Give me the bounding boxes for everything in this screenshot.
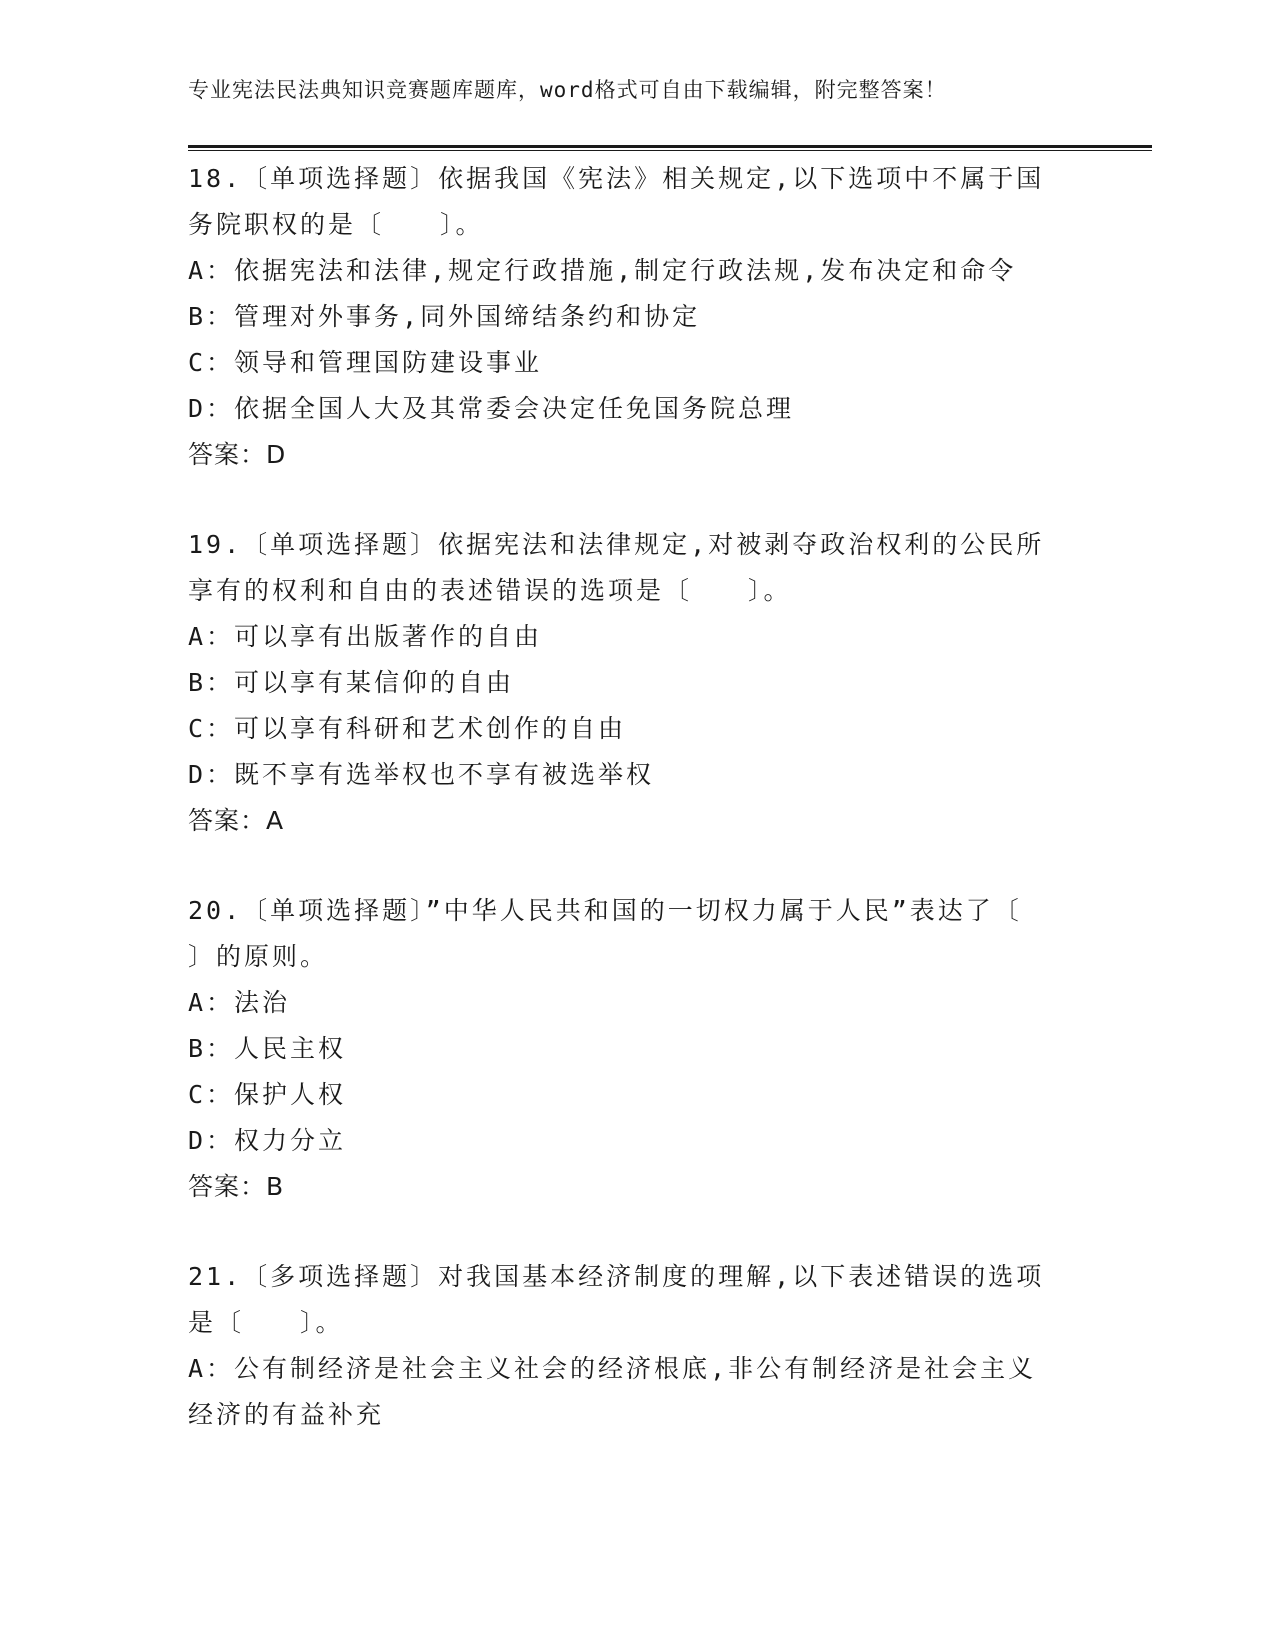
question-stem-continued: 享有的权利和自由的表述错误的选项是〔 〕。 [188,576,792,605]
question-19 [188,522,1088,844]
question-list [188,156,1088,1438]
option-d: D：依据全国人大及其常委会决定任免国务院总理 [188,394,795,423]
option-a: A：法治 [188,988,291,1017]
answer-line: 答案：A [188,806,285,835]
option-a: A：依据宪法和法律,规定行政措施,制定行政法规,发布决定和命令 [188,256,1017,285]
header-rule-thick [188,145,1152,148]
option-c: C：可以享有科研和艺术创作的自由 [188,714,627,743]
question-20 [188,888,1088,1210]
question-spacer [188,1210,1088,1254]
header-rule-thin [188,150,1152,151]
page-header: 专业宪法民法典知识竞赛题库题库，word格式可自由下载编辑，附完整答案！ [188,78,947,102]
option-b: B：管理对外事务,同外国缔结条约和协定 [188,302,701,331]
option-b: B：人民主权 [188,1034,347,1063]
option-c: C：保护人权 [188,1080,347,1109]
option-a: A：公有制经济是社会主义社会的经济根底,非公有制经济是社会主义 [188,1354,1037,1383]
question-stem-continued: 〕的原则。 [188,942,329,971]
question-stem: 21.〔多项选择题〕对我国基本经济制度的理解,以下表述错误的选项 [188,1262,1045,1291]
question-21 [188,1254,1088,1438]
option-a: A：可以享有出版著作的自由 [188,622,543,651]
answer-line: 答案：D [188,440,287,469]
question-18 [188,156,1088,478]
question-stem: 19.〔单项选择题〕依据宪法和法律规定,对被剥夺政治权利的公民所 [188,530,1045,559]
option-d: D：既不享有选举权也不享有被选举权 [188,760,655,789]
option-a-continued: 经济的有益补充 [188,1400,385,1429]
question-stem: 20.〔单项选择题〕”中华人民共和国的一切权力属于人民”表达了〔 [188,896,1022,925]
option-d: D：权力分立 [188,1126,347,1155]
question-spacer [188,478,1088,522]
header-rule [188,145,1152,152]
answer-line: 答案：B [188,1172,285,1201]
option-c: C：领导和管理国防建设事业 [188,348,543,377]
question-stem-continued: 是〔 〕。 [188,1308,344,1337]
question-stem-continued: 务院职权的是〔 〕。 [188,210,484,239]
question-spacer [188,844,1088,888]
question-stem: 18.〔单项选择题〕依据我国《宪法》相关规定,以下选项中不属于国 [188,164,1045,193]
option-b: B：可以享有某信仰的自由 [188,668,515,697]
